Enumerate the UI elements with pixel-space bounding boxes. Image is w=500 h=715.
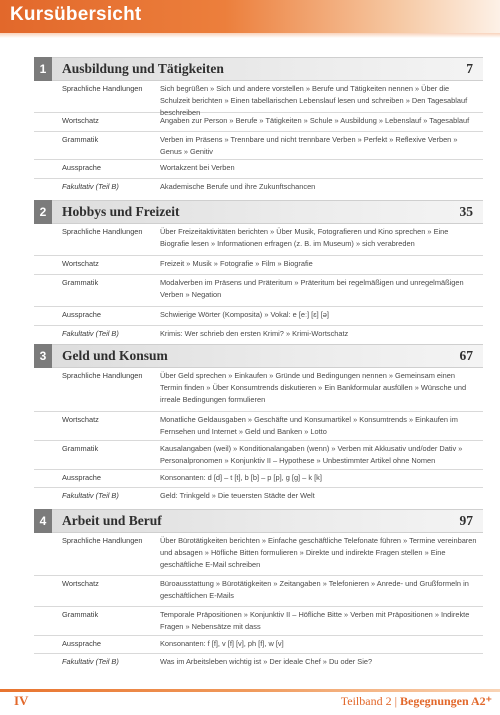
row-fakultativ: [34, 488, 483, 505]
row-aussprache: [34, 470, 483, 488]
chapter-number: 4: [34, 509, 52, 533]
label-aussprache: Aussprache: [62, 639, 102, 648]
content-handlungen: Über Bürotätigkeiten berichten » Einfache geschäftliche Telefonate führen » Termine vereinbaren und absagen » Höfliche Bitten formulieren » Direkte und indirekte Fragen stellen » Eine geschäftliche E-Mail schreiben: [160, 536, 477, 569]
content-wortschatz: Büroausstattung » Bürotätigkeiten » Zeitangaben » Telefonieren » Anrede- und Grußformeln in geschäftlichen E-Mails: [160, 579, 469, 600]
row-fakultativ: [34, 654, 483, 671]
content-aussprache: Konsonanten: d [d] – t [t], b [b] – p [p], g [g] – k [k]: [160, 473, 322, 482]
chapter-title: Geld und Konsum: [62, 348, 168, 363]
row-grammatik: [34, 441, 483, 470]
content-wortschatz: Freizeit » Musik » Fotografie » Film » Biografie: [160, 259, 313, 268]
footer-book-title: [341, 694, 492, 709]
row-aussprache: [34, 160, 483, 179]
label-handlungen: Sprachliche Handlungen: [62, 84, 143, 93]
content-grammatik: Kausalangaben (weil) » Konditionalangaben (wenn) » Verben mit Akkusativ und/oder Dativ » Personalpronomen » Konjunktiv II – Hypothese » Unbestimmter Artikel ohne Nomen: [160, 444, 463, 465]
row-grammatik: [34, 132, 483, 160]
row-aussprache: [34, 307, 483, 326]
footer-rule: [0, 689, 500, 692]
chapter-page-number: 67: [459, 348, 473, 363]
content-handlungen: Über Geld sprechen » Einkaufen » Gründe und Bedingungen nennen » Gemeinsam einen Termin finden » Über Konsumtrends diskutieren » Ein Bankformular ausfüllen » Wünsche und irreale Bedingungen formulieren: [160, 371, 467, 404]
label-grammatik: Grammatik: [62, 135, 99, 144]
row-wortschatz: [34, 113, 483, 132]
content-wortschatz: Monatliche Geldausgaben » Geschäfte und Konsumartikel » Konsumtrends » Einkaufen im Fernsehen und Internet » Geld und Banken » Lotto: [160, 415, 458, 436]
row-grammatik: [34, 275, 483, 307]
row-wortschatz: [34, 412, 483, 441]
row-fakultativ: [34, 326, 483, 344]
chapter-number: 2: [34, 200, 52, 224]
row-handlungen: [34, 368, 483, 412]
label-fakultativ: Fakultativ (Teil B): [62, 657, 119, 666]
content-handlungen: Sich begrüßen » Sich und andere vorstellen » Berufe und Tätigkeiten nennen » Über die Schulzeit berichten » Einen tabellarischen Lebenslauf lesen und schreiben » Den Tagesablauf beschreiben: [160, 84, 468, 117]
chapter-2: [34, 200, 483, 344]
label-grammatik: Grammatik: [62, 278, 99, 287]
content-handlungen: Über Freizeitaktivitäten berichten » Über Musik, Fotografieren und Kino sprechen » Eine Biografie lesen » Informationen erfragen (z. B. im Museum) » sich verabreden: [160, 227, 449, 248]
row-handlungen: [34, 81, 483, 117]
label-handlungen: Sprachliche Handlungen: [62, 536, 143, 545]
content-aussprache: Konsonanten: f [f], v [f] [v], ph [f], w [v]: [160, 639, 284, 648]
chapter-1: [34, 57, 483, 197]
chapter-header: [34, 200, 483, 224]
footer-volume: Teilband 2 |: [340, 694, 400, 708]
label-handlungen: Sprachliche Handlungen: [62, 227, 143, 236]
chapter-header: [34, 509, 483, 533]
row-wortschatz: [34, 576, 483, 607]
label-handlungen: Sprachliche Handlungen: [62, 371, 143, 380]
content-grammatik: Modalverben im Präsens und Präteritum » Präteritum bei regelmäßigen und unregelmäßigen Verben » Negation: [160, 278, 464, 299]
chapter-4: [34, 509, 483, 671]
chapter-number: 3: [34, 344, 52, 368]
chapter-number: 1: [34, 57, 52, 81]
chapter-page-number: 7: [466, 61, 473, 76]
content-fakultativ: Krimis: Wer schrieb den ersten Krimi? » Krimi-Wortschatz: [160, 329, 349, 338]
row-wortschatz: [34, 256, 483, 275]
page-number: IV: [14, 693, 29, 708]
label-aussprache: Aussprache: [62, 163, 102, 172]
chapter-header: [34, 344, 483, 368]
row-handlungen: [34, 533, 483, 576]
page-title: Kursübersicht: [10, 4, 142, 25]
label-wortschatz: Wortschatz: [62, 116, 99, 125]
label-wortschatz: Wortschatz: [62, 259, 99, 268]
chapter-title: Hobbys und Freizeit: [62, 204, 180, 219]
content-fakultativ: Akademische Berufe und ihre Zukunftschancen: [160, 182, 316, 191]
content-fakultativ: Was im Arbeitsleben wichtig ist » Der ideale Chef » Du oder Sie?: [160, 657, 373, 666]
content-fakultativ: Geld: Trinkgeld » Die teuersten Städte der Welt: [160, 491, 315, 500]
header-shadow: [0, 33, 500, 38]
label-aussprache: Aussprache: [62, 310, 102, 319]
header-bar: [0, 0, 500, 33]
footer: [0, 685, 500, 715]
label-fakultativ: Fakultativ (Teil B): [62, 491, 119, 500]
content-aussprache: Schwierige Wörter (Komposita) » Vokal: e [eː] [ɛ] [ə]: [160, 310, 329, 319]
row-grammatik: [34, 607, 483, 636]
content-wortschatz: Angaben zur Person » Berufe » Tätigkeiten » Schule » Ausbildung » Lebenslauf » Tagesablauf: [160, 116, 470, 125]
label-aussprache: Aussprache: [62, 473, 102, 482]
chapter-title: Arbeit und Beruf: [62, 513, 162, 528]
chapter-header: [34, 57, 483, 81]
label-wortschatz: Wortschatz: [62, 415, 99, 424]
footer-book: Begegnungen A2⁺: [399, 694, 492, 708]
row-aussprache: [34, 636, 483, 654]
row-handlungen: [34, 224, 483, 256]
label-grammatik: Grammatik: [62, 610, 99, 619]
row-fakultativ: [34, 179, 483, 197]
label-grammatik: Grammatik: [62, 444, 99, 453]
content-aussprache: Wortakzent bei Verben: [160, 163, 235, 172]
chapter-page-number: 35: [459, 204, 473, 219]
content-grammatik: Temporale Präpositionen » Konjunktiv II – Höfliche Bitte » Verben mit Präpositionen » Indirekte Fragen » Nebensätze mit dass: [160, 610, 470, 631]
content-grammatik: Verben im Präsens » Trennbare und nicht trennbare Verben » Perfekt » Reflexive Verben » Genus » Genitiv: [160, 135, 458, 156]
chapter-3: [34, 344, 483, 505]
chapter-title: Ausbildung und Tätigkeiten: [62, 61, 224, 76]
chapter-page-number: 97: [459, 513, 473, 528]
label-fakultativ: Fakultativ (Teil B): [62, 182, 119, 191]
label-wortschatz: Wortschatz: [62, 579, 99, 588]
label-fakultativ: Fakultativ (Teil B): [62, 329, 119, 338]
